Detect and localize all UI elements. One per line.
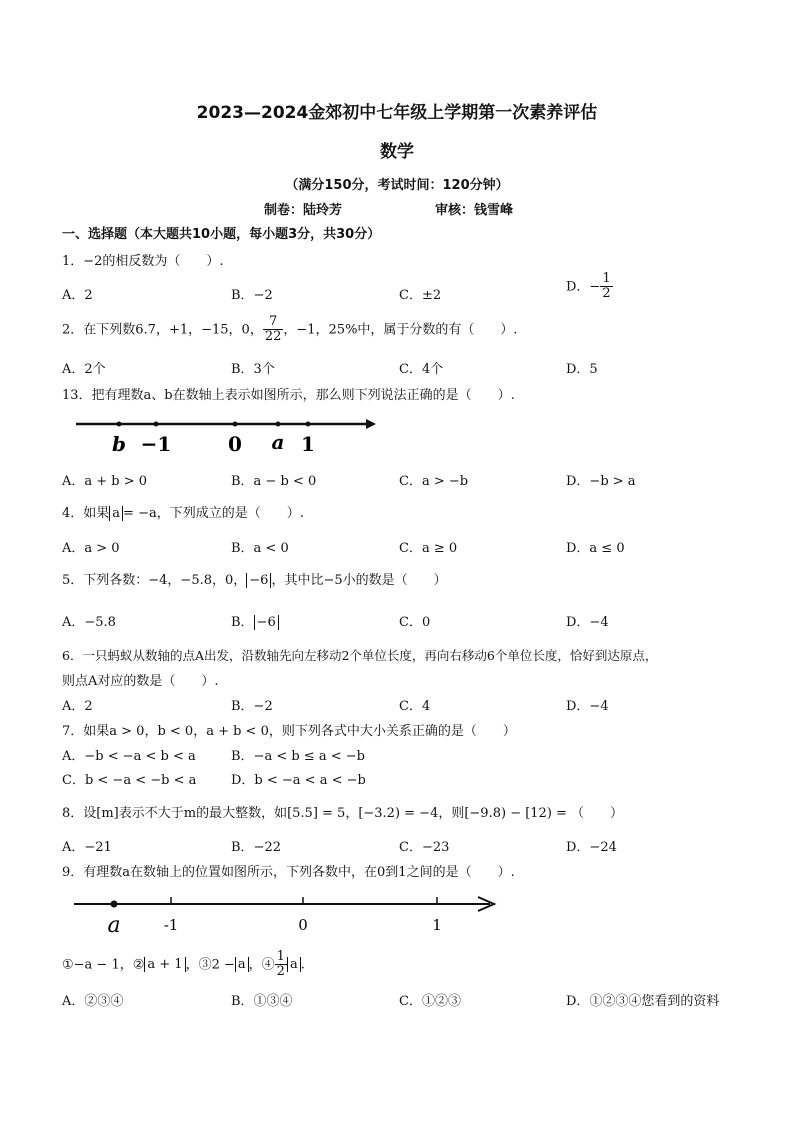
q9-number-line [70,888,502,938]
q2-option-d: D．5 [566,362,598,377]
q2-stem-pre: 2．在下列数6.7，+1，−15，0， [62,322,263,338]
q9-items-part2: ，③2 − [185,957,235,973]
q1-option-a: A．2 [62,288,93,303]
q7-stem: 7．如果a > 0，b < 0，a + b < 0，则下列各式中大小关系正确的是（ ） [62,724,516,739]
q2-frac-num: 7 [263,315,284,330]
q8-option-d: D．−24 [566,840,617,855]
q3-point-a [276,422,281,427]
q4-stem-pre: 4．如果 [62,506,110,521]
q2-frac-den: 22 [264,329,282,345]
q8-option-a: A．−21 [62,840,112,855]
q6-stem-line1: 6．一只蚂蚁从数轴的点A出发，沿数轴先向左移动2个单位长度，再向右移动6个单位长度，恰好到达原点， [62,648,658,663]
q6-option-a: A．2 [62,699,93,714]
q9-items-part4: . [300,957,305,973]
q9-items [62,950,305,980]
reviewer-label: 审核：钱雪峰 [435,203,514,218]
q1-option-d-prefix: D．− [566,279,601,295]
q6-option-b: B．−2 [231,699,273,714]
q5-option-b-abs: −6 [254,615,279,630]
q9-option-c: C．①②③ [399,994,461,1009]
q9-stem: 9．有理数a在数轴上的位置如图所示，下列各数中，在0到1之间的是（ ）. [62,865,515,880]
q1-stem: 1．−2的相反数为（ ）. [62,254,224,269]
q2-option-c: C．4个 [399,362,444,377]
q3-number-line [70,408,380,458]
section-heading: 一、选择题（本大题共10小题，每小题3分，共30分） [62,227,381,242]
q7-option-c: C．b < −a < −b < a [62,773,197,788]
q9-items-abs3: a [287,957,301,972]
q8-option-c: C．−23 [399,840,450,855]
q9-label-minus1: -1 [163,916,179,934]
q6-stem-line2: 则点A对应的数是（ ）. [62,674,219,689]
q5-stem [62,569,447,588]
q9-items-abs2: a [235,957,249,972]
q5-stem-post: ，其中比−5小的数是（ ） [271,573,447,588]
q3-option-b: B．a − b < 0 [231,474,317,489]
q3-label-minus1: −1 [140,432,172,456]
q9-point-a [111,901,118,908]
q3-label-1: 1 [301,432,315,456]
q7-option-d: D．b < −a < a < −b [231,773,366,788]
q5-option-b [231,611,279,630]
q4-option-c: C．a ≥ 0 [399,541,458,556]
q2-option-a: A．2个 [62,362,106,377]
q4-option-a: A．a > 0 [62,541,120,556]
q9-items-part3: ，④ [248,957,275,973]
score-time: （满分150分，考试时间：120分钟） [285,178,509,193]
q2-fraction [263,315,284,345]
q3-label-0: 0 [228,432,242,456]
q9-option-b: B．①③④ [231,994,293,1009]
q4-absolute-value: a [109,506,123,521]
q3-label-b: b [112,432,126,456]
q9-label-1: 1 [432,916,442,934]
q7-option-a: A．−b < −a < b < a [62,749,196,764]
q1-frac-num: 1 [602,271,611,286]
q9-frac-num: 1 [276,949,285,964]
q5-stem-pre: 5．下列各数：−4，−5.8，0， [62,573,247,588]
q9-option-a: A．②③④ [62,994,124,1009]
q1-option-c: C．±2 [399,288,442,303]
q3-label-a: a [271,430,285,454]
q1-frac-den: 2 [602,286,611,302]
q9-items-part1: ①−a − 1，② [62,957,145,973]
q3-stem: 13．把有理数a、b在数轴上表示如图所示，那么则下列说法正确的是（ ）. [62,388,515,403]
q4-stem-post: = −a，下列成立的是（ ）. [123,506,304,521]
q2-stem [62,315,518,345]
q2-option-b: B．3个 [231,362,275,377]
author-label: 制卷：陆玲芳 [264,203,343,218]
q5-option-a: A．−5.8 [62,615,116,630]
q8-stem: 8．设[m]表示不大于m的最大整数，如[5.5] = 5，[−3.2) = −4，则[−9.8) − [12) = （ ） [62,806,624,821]
q3-tick-minus1 [154,422,159,427]
q9-items-abs1: a + 1 [144,957,185,972]
subject-title: 数学 [380,142,414,162]
q9-frac-den: 2 [276,964,285,980]
exam-title: 2023—2024金郊初中七年级上学期第一次素养评估 [196,103,598,123]
q5-option-d: D．−4 [566,615,609,630]
q9-label-0: 0 [298,916,308,934]
q1-option-d [566,272,613,302]
q8-option-b: B．−22 [231,840,281,855]
q3-option-a: A．a + b > 0 [62,474,148,489]
q5-option-b-prefix: B． [231,615,254,630]
q4-option-d: D．a ≤ 0 [566,541,625,556]
q6-option-c: C．4 [399,699,431,714]
q6-option-d: D．−4 [566,699,609,714]
q2-stem-post: ，−1，25%中，属于分数的有（ ）. [283,322,518,338]
q4-stem [62,502,304,521]
q3-option-d: D．−b > a [566,474,636,489]
q1-option-b: B．−2 [231,288,273,303]
q3-tick-0 [233,422,238,427]
q3-point-b [117,422,122,427]
q5-absolute-value: −6 [246,573,271,588]
q9-option-d: D．①②③④您看到的资料 [566,994,720,1009]
q4-option-b: B．a < 0 [231,541,289,556]
q9-label-a: a [107,913,121,938]
q3-option-c: C．a > −b [399,474,469,489]
q7-option-b: B．−a < b ≤ a < −b [231,749,365,764]
q9-items-fraction [275,950,287,980]
q3-arrow-icon [366,419,376,429]
q3-tick-1 [306,422,311,427]
q5-option-c: C．0 [399,615,431,630]
q1-option-d-fraction [600,272,612,302]
